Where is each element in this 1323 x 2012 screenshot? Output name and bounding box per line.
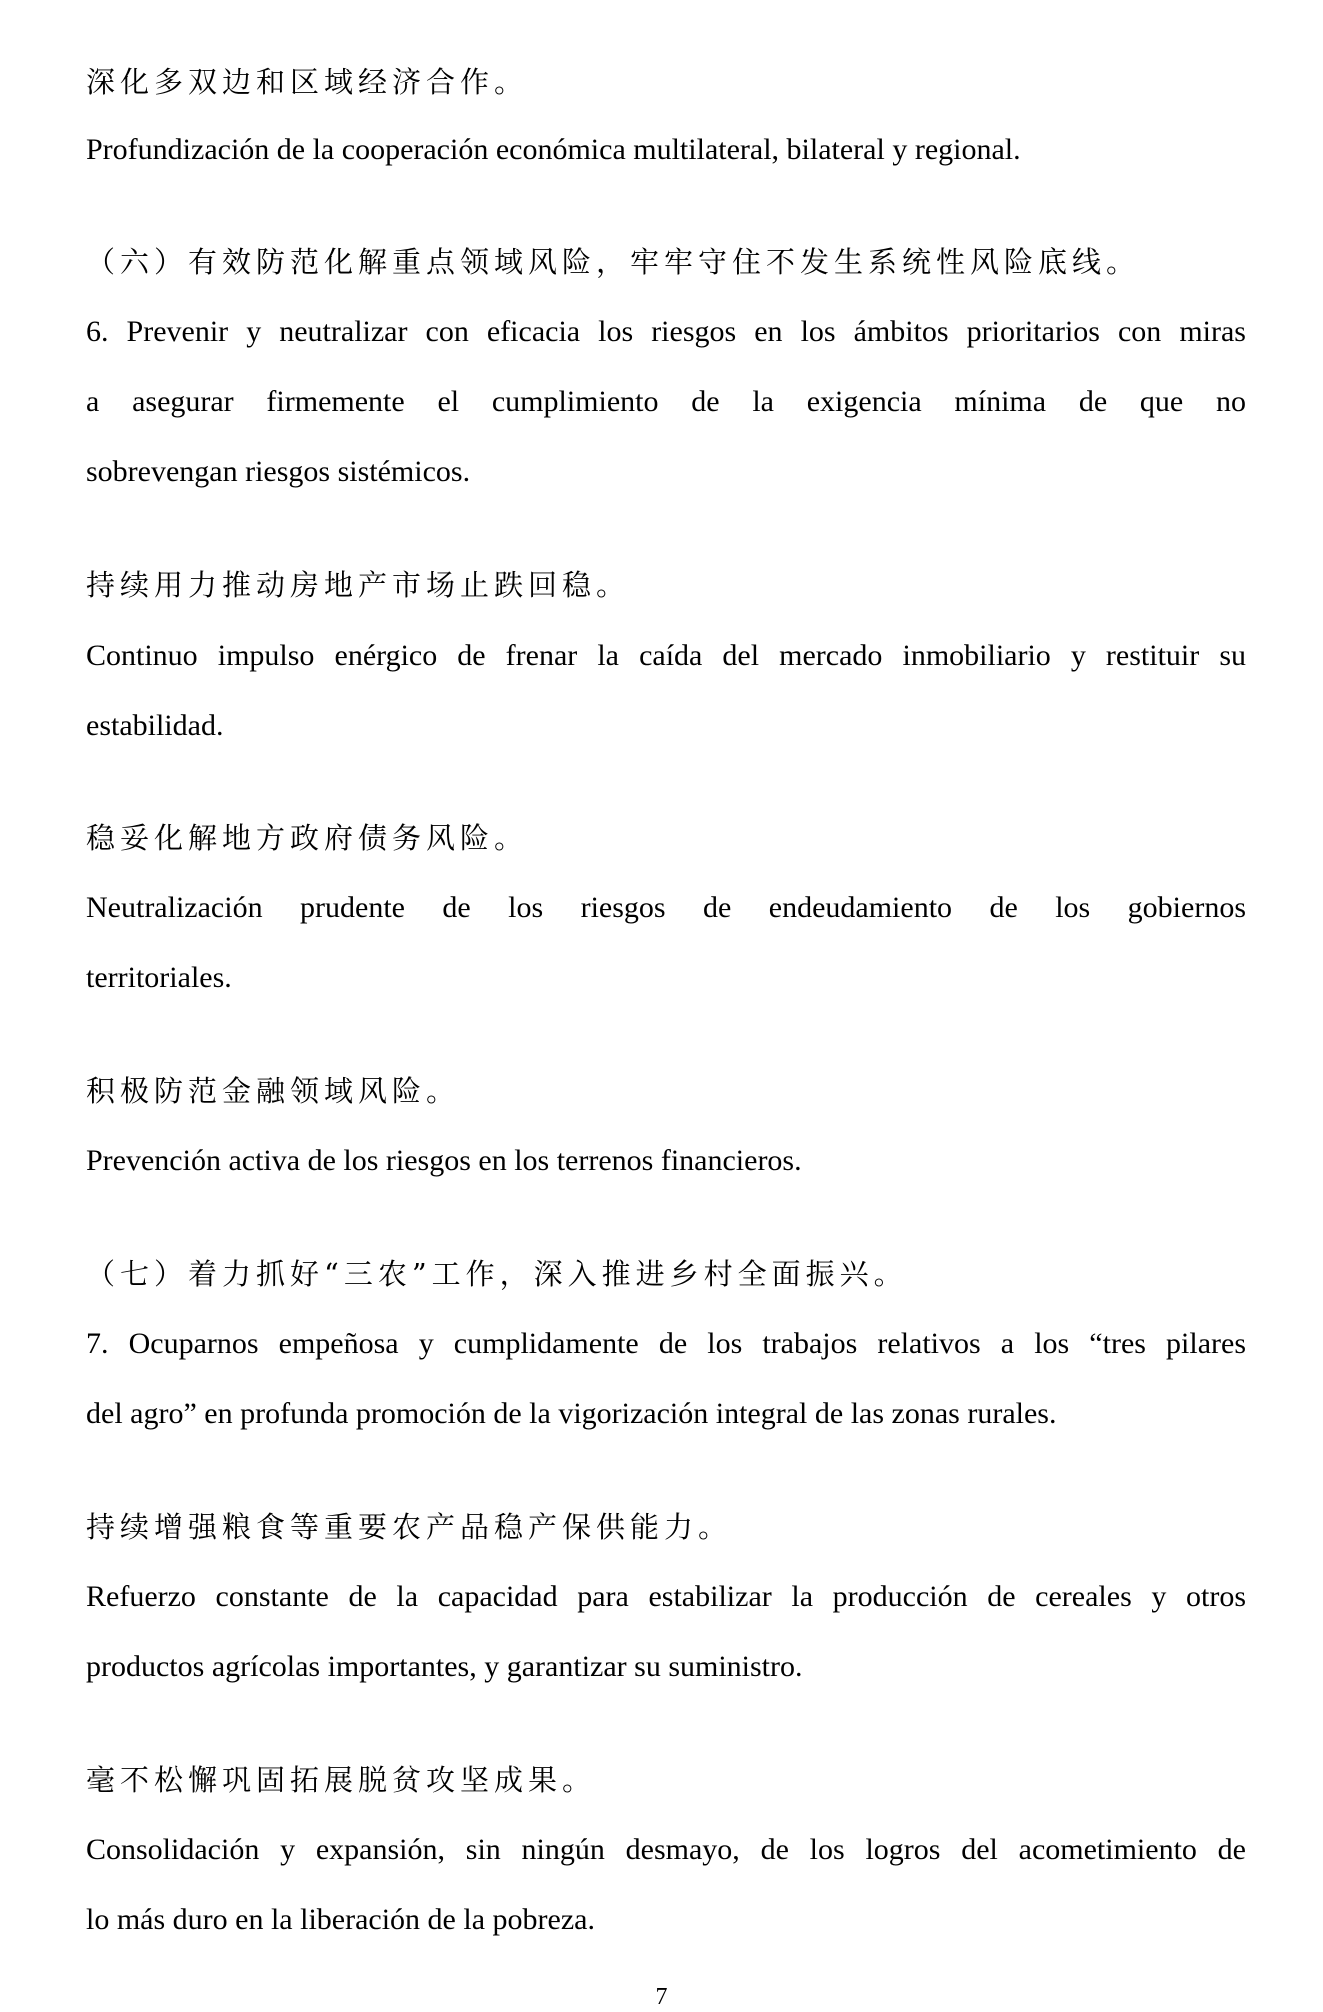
spanish-text-line: Continuo impulso enérgico de frenar la caída del mercado inmobiliario y restituir su bbox=[86, 639, 1246, 672]
spanish-text-line: productos agrícolas importantes, y garantizar su suministro. bbox=[86, 1650, 803, 1683]
chinese-heading-line: 持续用力推动房地产市场止跌回稳。 bbox=[86, 568, 631, 602]
chinese-section-heading: （六）有效防范化解重点领域风险，牢牢守住不发生系统性风险底线。 bbox=[86, 245, 1141, 279]
spanish-section-heading-line: del agro” en profunda promoción de la vigorización integral de las zonas rurales. bbox=[86, 1397, 1057, 1430]
spanish-text-line: Neutralización prudente de los riesgos de endeudamiento de los gobiernos bbox=[86, 891, 1246, 924]
spanish-text-line: Refuerzo constante de la capacidad para estabilizar la producción de cereales y otros bbox=[86, 1580, 1246, 1613]
page-number: 7 bbox=[655, 1984, 668, 2010]
spanish-section-heading-line: a asegurar firmemente el cumplimiento de la exigencia mínima de que no bbox=[86, 385, 1246, 418]
spanish-section-heading-line: 6. Prevenir y neutralizar con eficacia los riesgos en los ámbitos prioritarios con miras bbox=[86, 315, 1246, 348]
chinese-heading-line: 稳妥化解地方政府债务风险。 bbox=[86, 821, 529, 855]
spanish-text-line: estabilidad. bbox=[86, 709, 224, 742]
spanish-text-line: Consolidación y expansión, sin ningún desmayo, de los logros del acometimiento de bbox=[86, 1833, 1246, 1866]
chinese-heading-line: 积极防范金融领域风险。 bbox=[86, 1074, 461, 1108]
spanish-text-line: Prevención activa de los riesgos en los terrenos financieros. bbox=[86, 1144, 802, 1177]
chinese-heading-line: 毫不松懈巩固拓展脱贫攻坚成果。 bbox=[86, 1763, 597, 1797]
chinese-section-heading: （七）着力抓好“三农”工作，深入推进乡村全面振兴。 bbox=[86, 1257, 908, 1291]
spanish-section-heading-line: 7. Ocuparnos empeñosa y cumplidamente de los trabajos relativos a los “tres pilares bbox=[86, 1327, 1246, 1360]
chinese-heading-line: 持续增强粮食等重要农产品稳产保供能力。 bbox=[86, 1510, 733, 1544]
spanish-section-heading-line: sobrevengan riesgos sistémicos. bbox=[86, 455, 471, 488]
spanish-text-line: Profundización de la cooperación económica multilateral, bilateral y regional. bbox=[86, 133, 1021, 166]
chinese-heading-line: 深化多双边和区域经济合作。 bbox=[86, 65, 529, 99]
spanish-text-line: lo más duro en la liberación de la pobreza. bbox=[86, 1903, 595, 1936]
spanish-text-line: territoriales. bbox=[86, 961, 232, 994]
